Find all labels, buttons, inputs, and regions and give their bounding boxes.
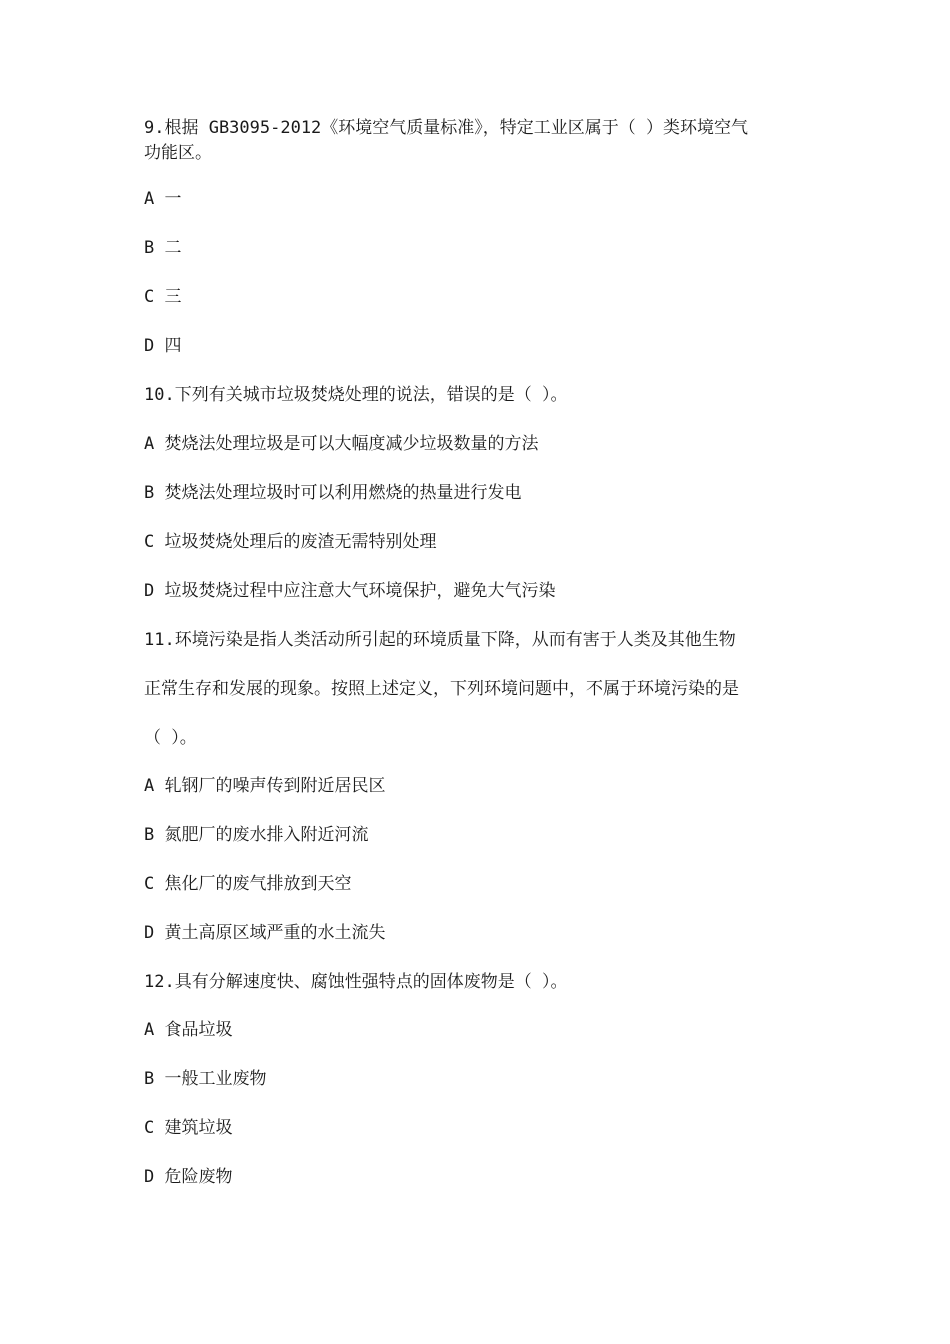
- question-12-option-b: B 一般工业废物: [144, 1069, 267, 1089]
- question-10-option-c: C 垃圾焚烧处理后的废渣无需特别处理: [144, 532, 437, 552]
- question-12-option-d: D 危险废物: [144, 1167, 233, 1187]
- question-11-option-a: A 轧钢厂的噪声传到附近居民区: [144, 776, 386, 796]
- question-11-option-d: D 黄土高原区域严重的水土流失: [144, 923, 386, 943]
- question-10-option-d: D 垃圾焚烧过程中应注意大气环境保护，避免大气污染: [144, 581, 556, 601]
- question-12-option-a: A 食品垃圾: [144, 1020, 233, 1040]
- question-9-stem-line-1: 9.根据 GB3095-2012《环境空气质量标准》，特定工业区属于（ ）类环境空气: [144, 118, 749, 138]
- question-11-option-b: B 氮肥厂的废水排入附近河流: [144, 825, 369, 845]
- question-9-stem-line-2: 功能区。: [144, 143, 212, 163]
- question-10-stem-line-1: 10.下列有关城市垃圾焚烧处理的说法，错误的是（ ）。: [144, 385, 568, 405]
- question-9-option-a: A 一: [144, 189, 182, 209]
- question-11-stem-line-3: （ ）。: [144, 728, 197, 748]
- question-12-option-c: C 建筑垃圾: [144, 1118, 233, 1138]
- question-11-stem-line-2: 正常生存和发展的现象。按照上述定义，下列环境问题中，不属于环境污染的是: [144, 679, 739, 699]
- question-9-option-b: B 二: [144, 238, 182, 258]
- question-9-option-d: D 四: [144, 336, 182, 356]
- question-10-option-a: A 焚烧法处理垃圾是可以大幅度减少垃圾数量的方法: [144, 434, 539, 454]
- question-11-stem-line-1: 11.环境污染是指人类活动所引起的环境质量下降，从而有害于人类及其他生物: [144, 630, 736, 650]
- question-9-option-c: C 三: [144, 287, 182, 307]
- question-10-option-b: B 焚烧法处理垃圾时可以利用燃烧的热量进行发电: [144, 483, 522, 503]
- question-12-stem-line-1: 12.具有分解速度快、腐蚀性强特点的固体废物是（ ）。: [144, 972, 568, 992]
- question-11-option-c: C 焦化厂的废气排放到天空: [144, 874, 352, 894]
